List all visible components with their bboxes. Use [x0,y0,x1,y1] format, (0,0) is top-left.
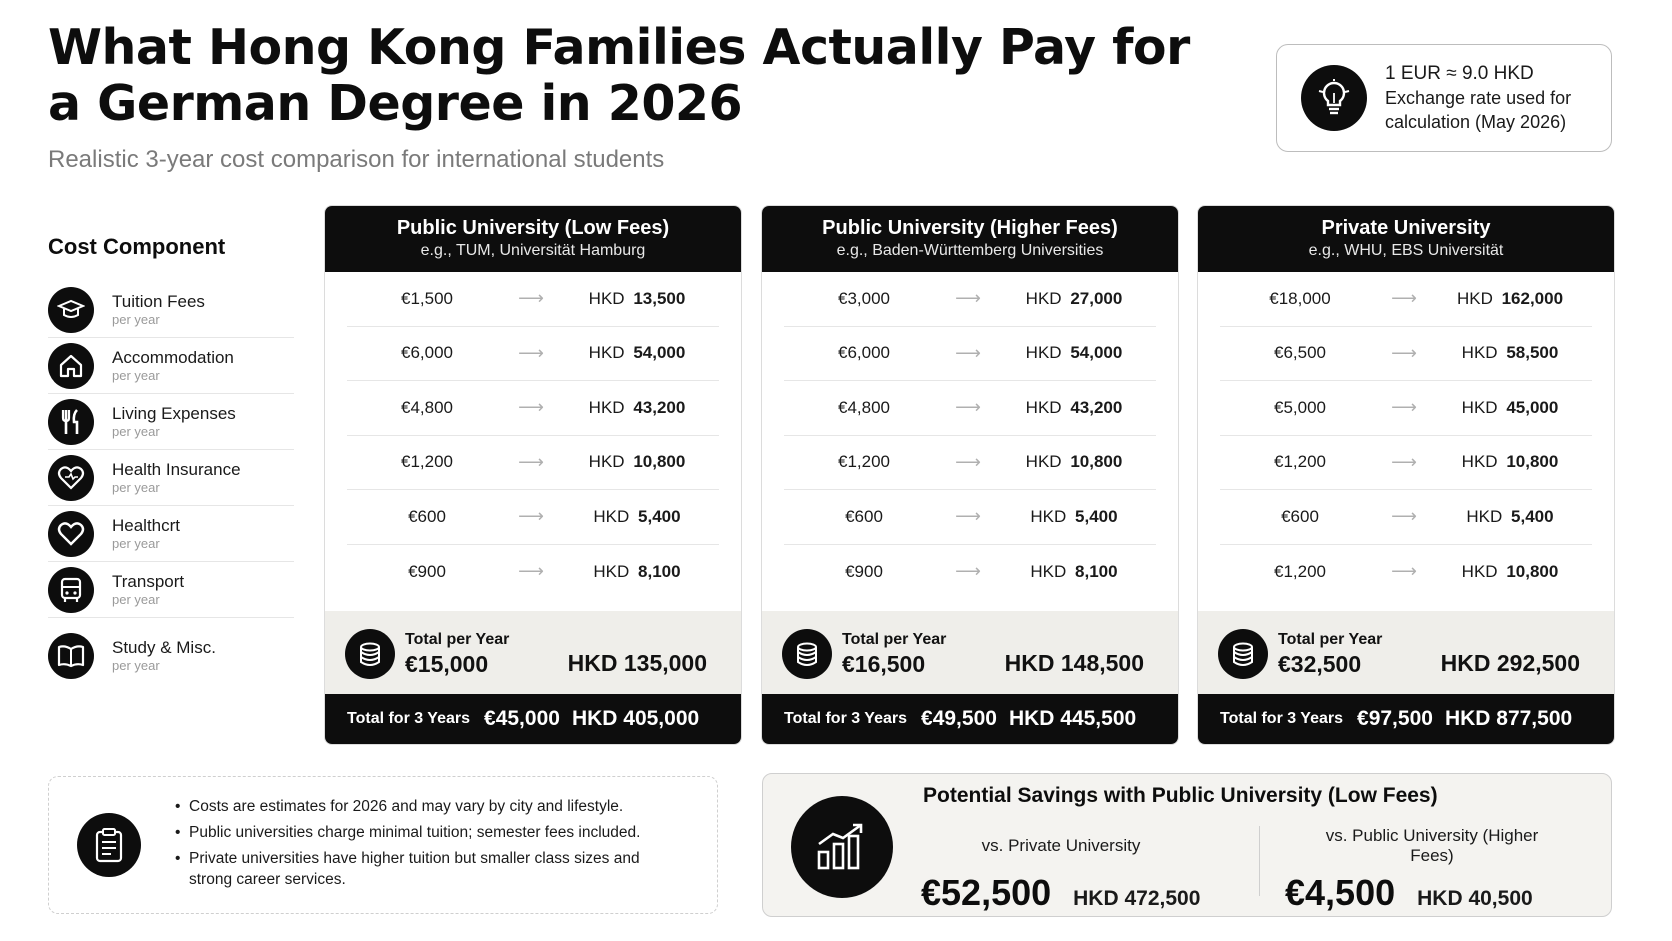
component-row-health-insurance [48,450,294,506]
eur-value: €1,200 [838,452,890,472]
card-public-low-fees [324,205,742,745]
hkd-prefix: HKD [1461,343,1498,363]
hkd-value: 10,800 [633,452,686,472]
growth-chart-icon [791,796,893,898]
notes-list [175,796,645,895]
table-row [784,490,1156,545]
graduation-cap-icon [48,287,94,333]
hkd-value: 54,000 [1070,343,1123,363]
savings-vs-higher-label: vs. Public University (Higher Fees) [1325,826,1539,865]
component-sub: per year [112,535,160,551]
hkd-value: 10,800 [1506,452,1559,472]
hkd-prefix: HKD [1456,288,1493,308]
component-row-study [48,628,294,684]
hkd-value: 10,800 [1506,561,1559,581]
table-row [784,327,1156,382]
hkd-prefix: HKD [1030,506,1067,526]
table-row [1220,490,1592,545]
hkd-value: 43,200 [1070,397,1123,417]
card-examples: e.g., TUM, Universität Hamburg [420,242,646,259]
hkd-value: 58,500 [1506,343,1559,363]
component-sub: per year [112,367,160,383]
total-3-eur: €97,500 [1357,707,1433,730]
card-private-university [1197,205,1615,745]
hkd-value: 162,000 [1501,288,1564,308]
heart-shield-icon [48,455,94,501]
eur-value: €6,000 [838,343,890,363]
eur-value: €600 [408,506,446,526]
coins-icon [345,629,395,679]
bus-icon [48,567,94,613]
table-row [1220,545,1592,600]
savings-vs-higher-hkd: HKD 40,500 [1417,887,1533,910]
table-row [1220,381,1592,436]
arrow-icon: ⟶ [518,288,544,309]
savings-box [762,773,1612,917]
arrow-icon: ⟶ [955,397,981,418]
hkd-prefix: HKD [588,288,625,308]
eur-value: €600 [1281,506,1319,526]
hkd-prefix: HKD [593,561,630,581]
component-row-living [48,394,294,450]
arrow-icon: ⟶ [1391,397,1417,418]
exchange-rate-box [1276,44,1612,152]
eur-value: €6,500 [1274,343,1326,363]
table-row [347,545,719,600]
savings-vs-private [921,826,1211,914]
card-examples: e.g., Baden-Württemberg Universities [836,242,1104,259]
arrow-icon: ⟶ [518,397,544,418]
hkd-prefix: HKD [1025,397,1062,417]
total-year-eur: €15,000 [405,650,489,677]
table-row [784,545,1156,600]
total-year-label: Total per Year [1278,630,1383,648]
eur-value: €6,000 [401,343,453,363]
eur-value: €1,200 [1274,561,1326,581]
component-sub: per year [112,423,160,439]
hkd-prefix: HKD [1461,452,1498,472]
arrow-icon: ⟶ [955,342,981,363]
hkd-prefix: HKD [1025,452,1062,472]
table-row [784,272,1156,327]
hkd-prefix: HKD [1030,561,1067,581]
total-year-hkd: HKD 148,500 [1004,650,1144,676]
eur-value: €900 [408,561,446,581]
component-label: Study & Misc. [112,638,216,657]
total-3-label: Total for 3 Years [347,710,471,727]
component-sub: per year [112,479,160,495]
total-year-hkd: HKD 135,000 [567,650,707,676]
arrow-icon: ⟶ [1391,342,1417,363]
table-row [1220,327,1592,382]
card-public-higher-fees [761,205,1179,745]
hkd-prefix: HKD [1466,506,1503,526]
component-row-transport [48,562,294,618]
total-year-label: Total per Year [842,630,947,648]
table-row [1220,272,1592,327]
card-header [762,206,1178,272]
hkd-value: 5,400 [1075,506,1118,526]
total-three-years [762,694,1178,744]
hkd-prefix: HKD [588,452,625,472]
clipboard-icon [77,813,141,877]
card-header [325,206,741,272]
hkd-value: 5,400 [638,506,681,526]
exchange-rate-value: 1 EUR ≈ 9.0 HKD [1385,63,1534,84]
hkd-prefix: HKD [1025,343,1062,363]
eur-value: €5,000 [1274,397,1326,417]
heart-icon [48,511,94,557]
note-item: • Public universities charge minimal tuition; semester fees included. [175,822,645,843]
hkd-value: 45,000 [1506,397,1559,417]
eur-value: €4,800 [838,397,890,417]
arrow-icon: ⟶ [955,451,981,472]
table-row [347,490,719,545]
savings-vs-higher [1285,826,1595,914]
total-3-eur: €45,000 [484,707,560,730]
arrow-icon: ⟶ [1391,288,1417,309]
total-3-label: Total for 3 Years [784,710,908,727]
coins-icon [1218,629,1268,679]
exchange-rate-note: Exchange rate used for calculation (May 2026) [1385,88,1572,132]
component-label: Healthcrt [112,515,181,535]
savings-divider [1259,826,1260,896]
hkd-value: 5,400 [1511,506,1554,526]
total-three-years [1198,694,1614,744]
component-row-healthcare [48,506,294,562]
table-row [347,327,719,382]
fork-knife-icon [48,399,94,445]
lightbulb-icon [1301,65,1367,131]
hkd-value: 13,500 [633,288,686,308]
arrow-icon: ⟶ [518,342,544,363]
total-3-hkd: HKD 445,500 [1008,707,1137,730]
arrow-icon: ⟶ [955,561,981,582]
total-per-year [1198,611,1614,696]
notes-box [48,776,718,914]
eur-value: €900 [845,561,883,581]
cost-component-heading: Cost Component [48,234,226,259]
total-three-years [325,694,741,744]
table-row [347,272,719,327]
eur-value: €1,500 [401,288,453,308]
house-icon [48,343,94,389]
eur-value: €18,000 [1269,288,1331,308]
component-label: Transport [112,571,185,591]
total-per-year [325,611,741,696]
savings-vs-higher-eur: €4,500 [1285,872,1396,913]
arrow-icon: ⟶ [955,288,981,309]
component-label: Accommodation [112,347,234,367]
eur-value: €4,800 [401,397,453,417]
card-title: Public University (Higher Fees) [822,217,1118,239]
total-year-label: Total per Year [405,630,510,648]
component-label: Living Expenses [112,403,236,423]
table-row [347,381,719,436]
arrow-icon: ⟶ [518,451,544,472]
total-year-hkd: HKD 292,500 [1440,650,1580,676]
hkd-prefix: HKD [1461,397,1498,417]
component-sub: per year [112,591,160,607]
hkd-value: 8,100 [1075,561,1118,581]
total-3-eur: €49,500 [921,707,997,730]
note-item: • Private universities have higher tuition but smaller class sizes and strong career services. [175,848,645,890]
table-row [784,436,1156,491]
card-header [1198,206,1614,272]
component-row-accommodation [48,338,294,394]
page-title: What Hong Kong Families Actually Pay for a German Degree in 2026 [48,19,1190,132]
total-3-hkd: HKD 877,500 [1444,707,1573,730]
card-title: Private University [1321,217,1491,239]
eur-value: €600 [845,506,883,526]
total-year-eur: €32,500 [1278,650,1362,677]
savings-vs-private-hkd: HKD 472,500 [1073,887,1201,910]
arrow-icon: ⟶ [955,506,981,527]
hkd-value: 27,000 [1070,288,1123,308]
component-sub: per year [112,311,160,327]
table-row [347,436,719,491]
savings-vs-private-label: vs. Private University [981,836,1141,855]
component-label: Health Insurance [112,459,241,479]
table-row [1220,436,1592,491]
hkd-value: 8,100 [638,561,681,581]
page-subtitle: Realistic 3-year cost comparison for international students [48,146,665,173]
eur-value: €1,200 [1274,452,1326,472]
arrow-icon: ⟶ [1391,561,1417,582]
hkd-prefix: HKD [1461,561,1498,581]
card-title: Public University (Low Fees) [396,217,670,239]
card-examples: e.g., WHU, EBS Universität [1308,242,1504,259]
hkd-value: 10,800 [1070,452,1123,472]
arrow-icon: ⟶ [1391,451,1417,472]
arrow-icon: ⟶ [518,506,544,527]
eur-value: €1,200 [401,452,453,472]
cost-component-list [48,234,294,684]
hkd-prefix: HKD [593,506,630,526]
hkd-value: 54,000 [633,343,686,363]
component-sub: per year [112,658,160,673]
total-3-label: Total for 3 Years [1220,710,1344,727]
hkd-prefix: HKD [588,343,625,363]
total-3-hkd: HKD 405,000 [571,707,700,730]
component-row-tuition [48,282,294,338]
total-year-eur: €16,500 [842,650,926,677]
total-per-year [762,611,1178,696]
table-row [784,381,1156,436]
coins-icon [782,629,832,679]
eur-value: €3,000 [838,288,890,308]
book-icon [48,633,94,679]
hkd-value: 43,200 [633,397,686,417]
arrow-icon: ⟶ [518,561,544,582]
hkd-prefix: HKD [1025,288,1062,308]
arrow-icon: ⟶ [1391,506,1417,527]
component-label: Tuition Fees [112,291,205,311]
hkd-prefix: HKD [588,397,625,417]
savings-vs-private-eur: €52,500 [921,872,1052,913]
note-item: • Costs are estimates for 2026 and may vary by city and lifestyle. [175,796,645,817]
savings-title: Potential Savings with Public University (Low Fees) [923,784,1438,807]
